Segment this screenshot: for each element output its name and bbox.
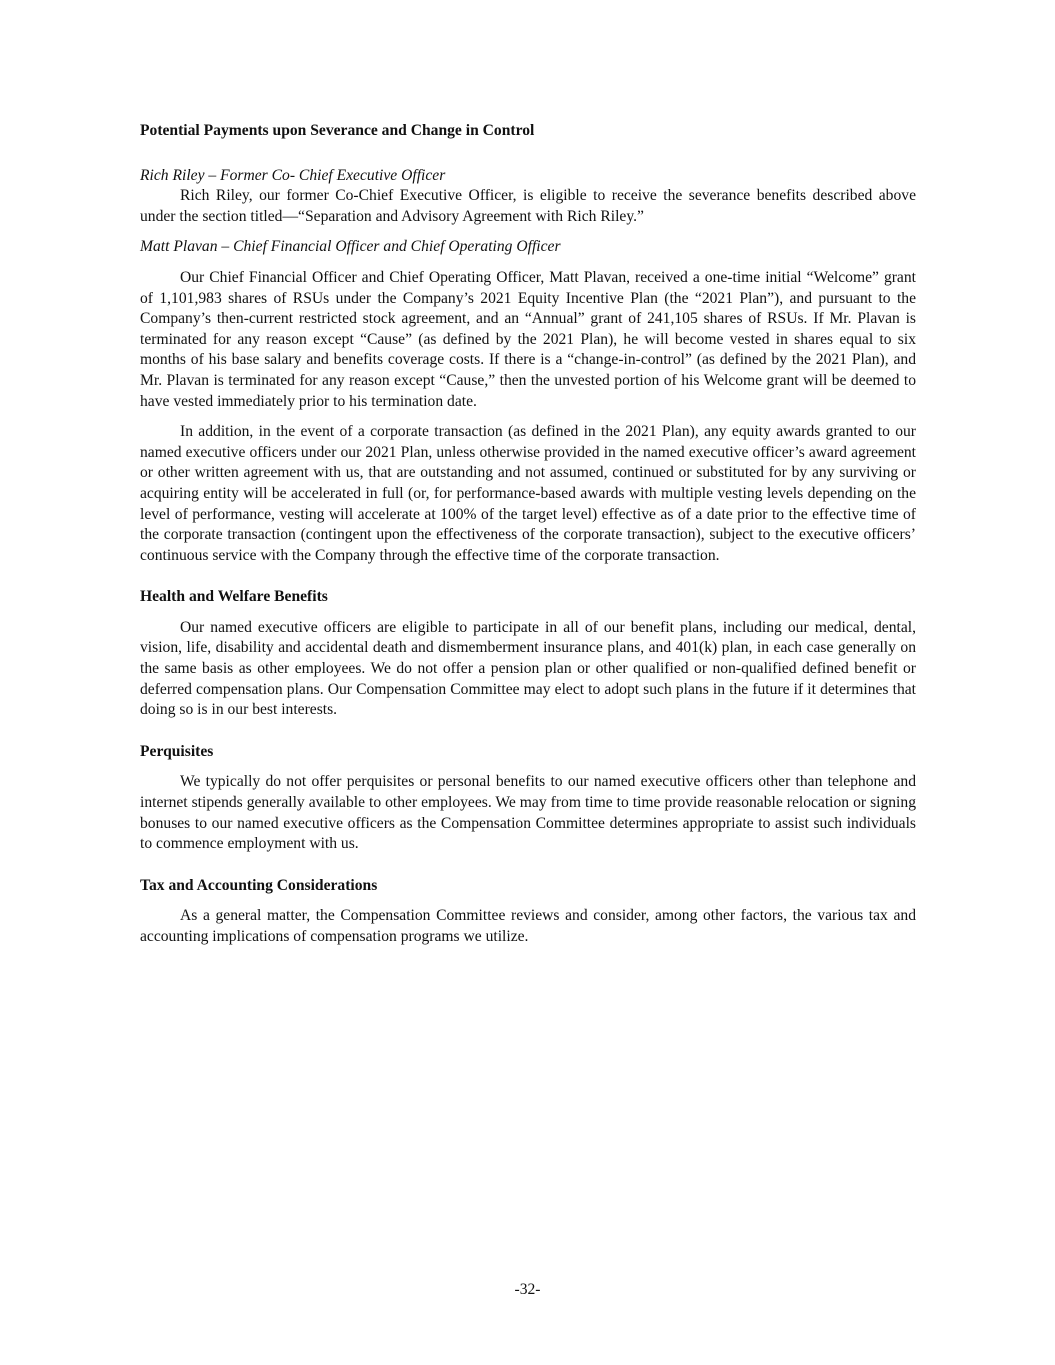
tax-heading: Tax and Accounting Considerations bbox=[140, 876, 378, 894]
riley-paragraph: Rich Riley, our former Co-Chief Executive Officer, is eligible to receive the severance benefits described above under the section titled—“Separation and Advisory Agreement with Rich Riley.” bbox=[140, 187, 916, 225]
plavan-paragraph-1: Our Chief Financial Officer and Chief Operating Officer, Matt Plavan, received a one-time initial “Welcome” grant of 1,101,983 shares of RSUs under the Company’s 2021 Equity Incentive Plan (the “2021 Plan”), and pursuant to the Company’s then-current restricted stock agreement, and an “Annual” grant of 241,105 shares of RSUs. If Mr. Plavan is terminated for any reason except “Cause” (as defined by the 2021 Plan), he will become vested in shares equal to six months of his base salary and benefits coverage costs. If there is a “change-in-control” (as defined by the 2021 Plan), and Mr. Plavan is terminated for any reason except “Cause,” then the unvested portion of his Welcome grant will be deemed to have vested immediately prior to his termination date. bbox=[140, 268, 916, 410]
page-number: -32- bbox=[514, 1281, 541, 1298]
plavan-paragraph-2: In addition, in the event of a corporate transaction (as defined in the 2021 Plan), any equity awards granted to our named executive officers under our 2021 Plan, unless otherwise provided in the named executive officer’s award agreement or other written agreement with us, that are outstanding and not assumed, continued or substituted for by any surviving or acquiring entity will be accelerated in full (or, for performance-based awards with multiple vesting levels depending on the level of performance, vesting will accelerate at 100% of the target level) effective as of a date prior to the effective time of the corporate transaction (contingent upon the effectiveness of the corporate transaction), subject to the executive officers’ continuous service with the Company through the effective time of the corporate transaction. bbox=[140, 423, 916, 564]
riley-subheading: Rich Riley – Former Co- Chief Executive Officer bbox=[140, 166, 446, 184]
tax-paragraph: As a general matter, the Compensation Committee reviews and consider, among other factors, the various tax and accounting implications of compensation programs we utilize. bbox=[140, 907, 916, 945]
document-page bbox=[140, 121, 916, 948]
health-paragraph: Our named executive officers are eligible to participate in all of our benefit plans, including our medical, dental, vision, life, disability and accidental death and dismemberment insurance plans, and 401(k) plan, in each case generally on the same basis as other employees. We do not offer a pension plan or other qualified or non-qualified defined benefit or deferred compensation plans. Our Compensation Committee may elect to adopt such plans in the future if it determines that doing so is in our best interests. bbox=[140, 618, 916, 719]
severance-heading: Potential Payments upon Severance and Change in Control bbox=[140, 122, 535, 139]
perquisites-heading: Perquisites bbox=[140, 742, 214, 760]
plavan-subheading: Matt Plavan – Chief Financial Officer and Chief Operating Officer bbox=[140, 238, 561, 256]
health-heading: Health and Welfare Benefits bbox=[140, 588, 328, 606]
perquisites-paragraph: We typically do not offer perquisites or personal benefits to our named executive officers other than telephone and internet stipends generally available to other employees. We may from time to time provide reasonable relocation or signing bonuses to our named executive officers as the Compensation Committee determines appropriate to assist such individuals to commence employment with us. bbox=[140, 773, 916, 853]
